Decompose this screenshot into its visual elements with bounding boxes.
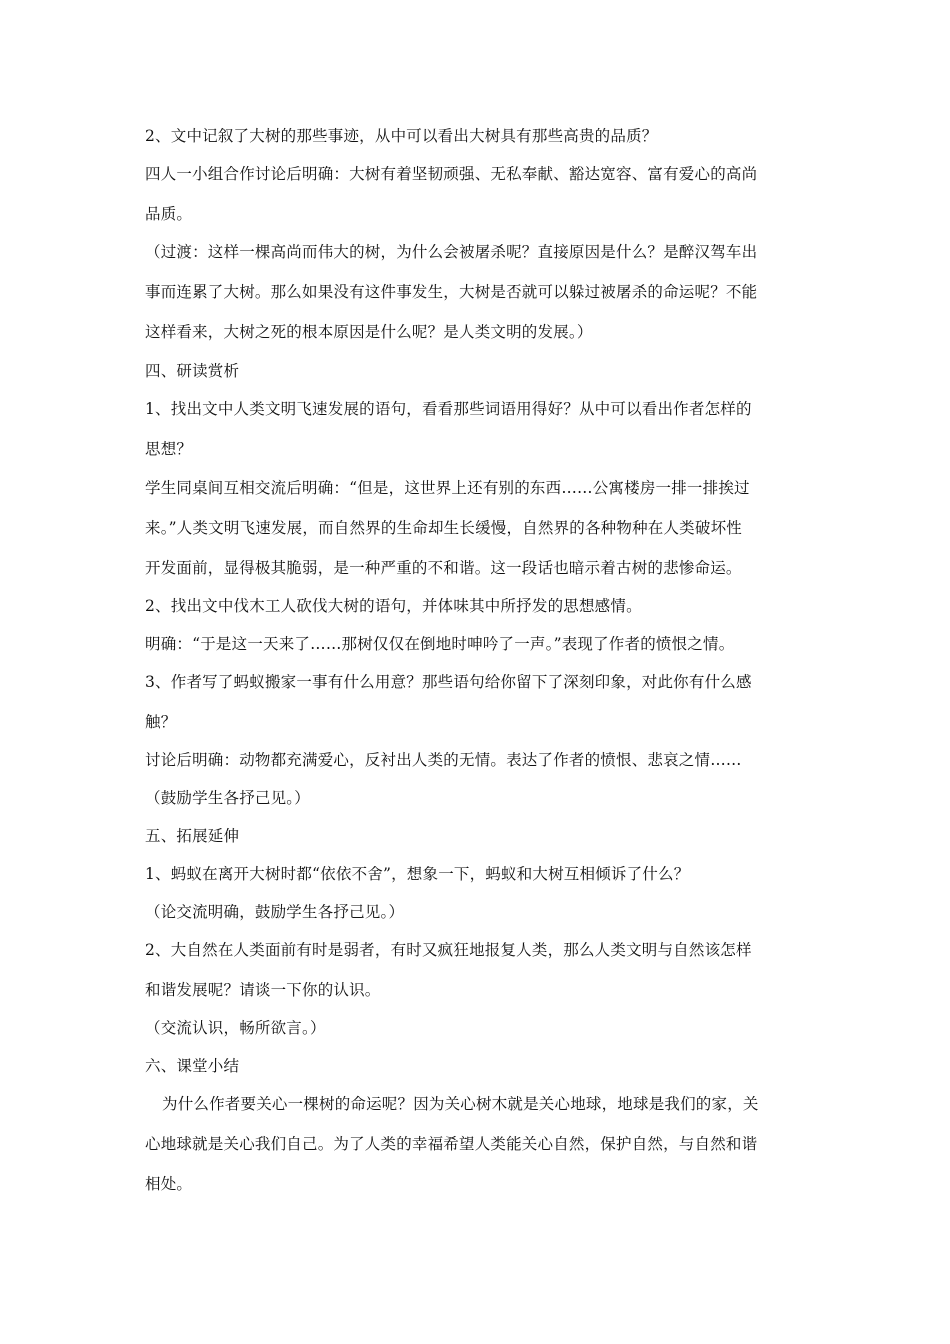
section-4-question-1-cont: 思想？ xyxy=(145,440,193,458)
section-4-question-2: 2、找出文中伐木工人砍伐大树的语句，并体味其中所抒发的思想感情。 xyxy=(145,597,642,615)
section-4-answer-1-cont-1: 来。”人类文明飞速发展，而自然界的生命却生长缓慢，自然界的各种物种在人类破坏性 xyxy=(145,519,742,537)
question-2-text: 2、文中记叙了大树的那些事迹，从中可以看出大树具有那些高贵的品质？ xyxy=(145,127,658,145)
section-4-answer-3-note: （鼓励学生各抒己见。） xyxy=(145,789,310,807)
section-5-answer-1: （论交流明确，鼓励学生各抒己见。） xyxy=(145,903,405,921)
summary-paragraph-cont-2: 相处。 xyxy=(145,1175,193,1193)
section-5-answer-2: （交流认识，畅所欲言。） xyxy=(145,1019,326,1037)
section-4-question-1: 1、找出文中人类文明飞速发展的语句，看看那些词语用得好？从中可以看出作者怎样的 xyxy=(145,400,752,418)
transition-text-cont-1: 事而连累了大树。那么如果没有这件事发生，大树是否就可以躲过被屠杀的命运呢？不能 xyxy=(145,283,758,301)
section-4-answer-1-cont-2: 开发面前，显得极其脆弱，是一种严重的不和谐。这一段话也暗示着古树的悲惨命运。 xyxy=(145,559,742,577)
section-4-answer-2: 明确：“于是这一天来了……那树仅仅在倒地时呻吟了一声。”表现了作者的愤恨之情。 xyxy=(145,635,735,653)
transition-text: （过渡：这样一棵高尚而伟大的树，为什么会被屠杀呢？直接原因是什么？是醉汉驾车出 xyxy=(145,243,758,261)
section-5-question-2: 2、大自然在人类面前有时是弱者，有时又疯狂地报复人类，那么人类文明与自然该怎样 xyxy=(145,941,752,959)
section-4-answer-3: 讨论后明确：动物都充满爱心，反衬出人类的无情。表达了作者的愤恨、悲哀之情…… xyxy=(145,751,742,769)
summary-paragraph-cont-1: 心地球就是关心我们自己。为了人类的幸福希望人类能关心自然，保护自然，与自然和谐 xyxy=(145,1135,758,1153)
section-4-answer-1: 学生同桌间互相交流后明确：“但是，这世界上还有别的东西……公寓楼房一排一排挨过 xyxy=(145,479,750,497)
section-4-heading: 四、研读赏析 xyxy=(145,362,240,380)
summary-paragraph: 为什么作者要关心一棵树的命运呢？因为关心树木就是关心地球，地球是我们的家，关 xyxy=(162,1095,759,1113)
discussion-answer-text: 四人一小组合作讨论后明确：大树有着坚韧顽强、无私奉献、豁达宽容、富有爱心的高尚 xyxy=(145,165,758,183)
section-5-question-2-cont: 和谐发展呢？请谈一下你的认识。 xyxy=(145,981,381,999)
section-5-question-1: 1、蚂蚁在离开大树时都“依依不舍”，想象一下，蚂蚁和大树互相倾诉了什么？ xyxy=(145,865,690,883)
transition-text-cont-2: 这样看来，大树之死的根本原因是什么呢？是人类文明的发展。） xyxy=(145,323,593,341)
section-4-question-3-cont: 触？ xyxy=(145,713,177,731)
discussion-answer-text-cont: 品质。 xyxy=(145,205,193,223)
section-5-heading: 五、拓展延伸 xyxy=(145,827,240,845)
section-6-heading: 六、课堂小结 xyxy=(145,1057,240,1075)
section-4-question-3: 3、作者写了蚂蚁搬家一事有什么用意？那些语句给你留下了深刻印象，对此你有什么感 xyxy=(145,673,752,691)
